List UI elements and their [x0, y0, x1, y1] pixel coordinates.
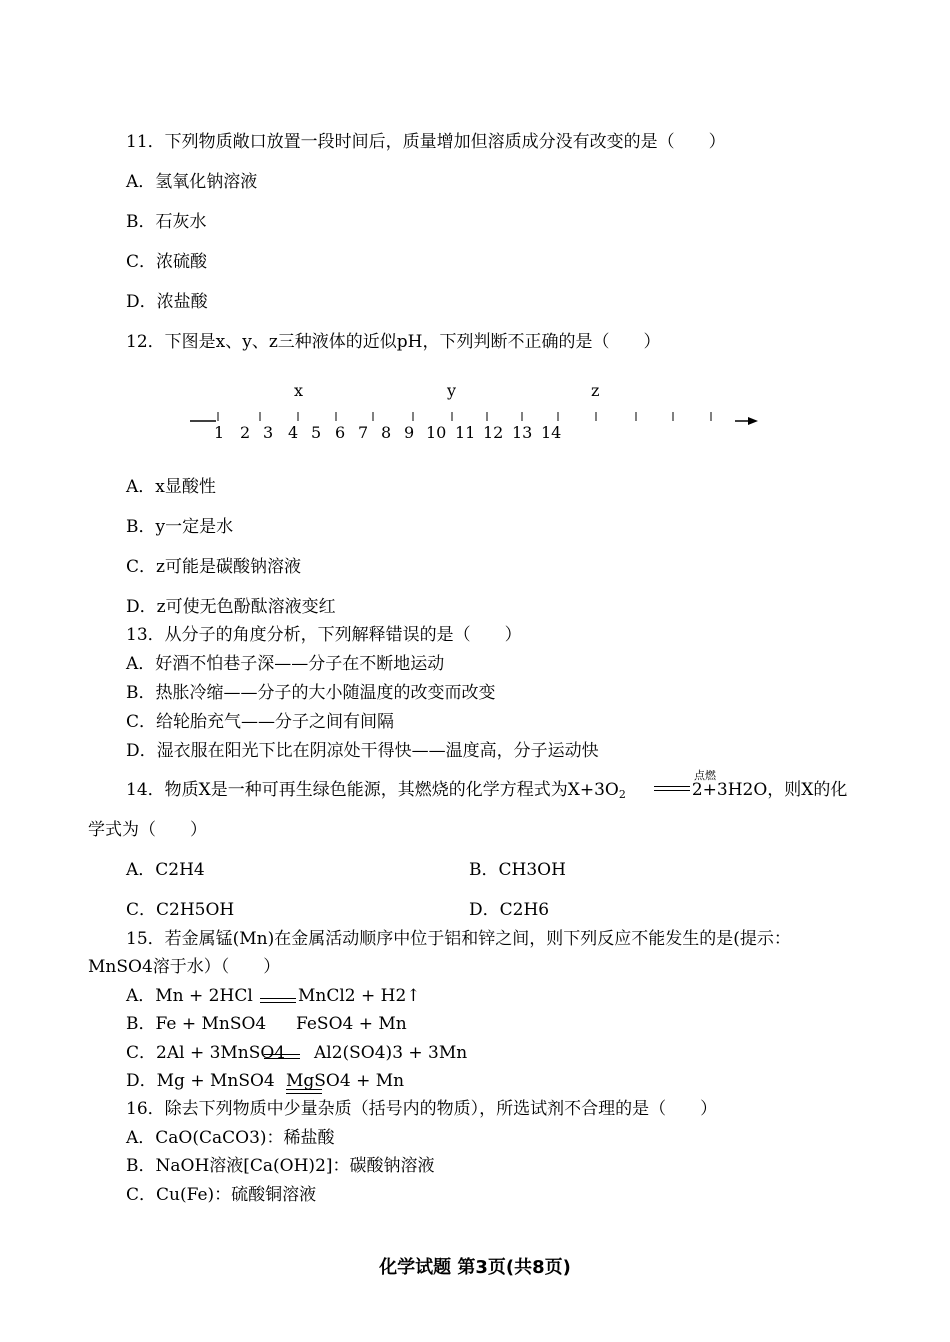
- q12-option-d: D．z可使无色酚酞溶液变红: [126, 597, 336, 617]
- q15-option-d-left: D．Mg + MnSO4: [126, 1071, 275, 1091]
- q12-stem: 12．下图是x、y、z三种液体的近似pH，下列判断不正确的是（ ）: [126, 332, 661, 352]
- q12-option-b: B．y一定是水: [126, 517, 234, 537]
- ph-tick-label: 14: [541, 423, 562, 442]
- q15-option-c-right: Al2(SO4)3 + 3Mn: [314, 1043, 468, 1063]
- q14-option-b: B．CH3OH: [469, 860, 566, 880]
- q11-option-a: A．氢氧化钠溶液: [126, 172, 258, 192]
- q13-option-c: C．给轮胎充气——分子之间有间隔: [126, 712, 395, 732]
- q15-option-b-right: FeSO4 + Mn: [296, 1014, 407, 1034]
- q12-option-a: A．x显酸性: [126, 477, 216, 497]
- q13-option-b: B．热胀冷缩——分子的大小随温度的改变而改变: [126, 683, 496, 703]
- ph-tick-label: 4: [288, 423, 299, 442]
- q15-option-a-equals: [260, 997, 296, 1005]
- q11-stem: 11．下列物质敞口放置一段时间后，质量增加但溶质成分没有改变的是（ ）: [126, 132, 726, 152]
- q15-option-a-left: A．Mn + 2HCl: [126, 986, 253, 1006]
- ph-tick-label: 2: [240, 423, 251, 442]
- ph-tick-label: 8: [381, 423, 392, 442]
- q16-option-a: A．CaO(CaCO3)：稀盐酸: [126, 1128, 335, 1148]
- q14-option-d: D．C2H6: [469, 900, 550, 920]
- q14-stem-after: 2+3H2O，则X的化: [691, 780, 848, 800]
- q11-option-b: B．石灰水: [126, 212, 207, 232]
- ph-tick-label: 12: [483, 423, 504, 442]
- q14-reaction-condition: 点燃: [694, 769, 716, 782]
- q12-option-c: C．z可能是碳酸钠溶液: [126, 557, 301, 577]
- q14-option-c: C．C2H5OH: [126, 900, 235, 920]
- q13-option-a: A．好酒不怕巷子深——分子在不断地运动: [126, 654, 445, 674]
- ph-tick-label: 9: [404, 423, 415, 442]
- ph-marker-z: z: [591, 381, 600, 400]
- ph-marker-y: y: [447, 381, 457, 400]
- ph-tick-label: 3: [263, 423, 274, 442]
- ph-tick-label: 10: [426, 423, 447, 442]
- q15-option-d-right: MgSO4 + Mn: [286, 1071, 405, 1091]
- q14-stem-before: 14．物质X是一种可再生绿色能源，其燃烧的化学方程式为X+3O: [126, 780, 619, 800]
- ph-tick-label: 11: [455, 423, 476, 442]
- q14-option-a: A．C2H4: [126, 860, 205, 880]
- q16-stem: 16．除去下列物质中少量杂质（括号内的物质），所选试剂不合理的是（ ）: [126, 1099, 718, 1119]
- q14-stem-line2: 学式为（ ）: [88, 820, 207, 840]
- q15-option-c-equals: [264, 1053, 300, 1061]
- q13-stem: 13．从分子的角度分析，下列解释错误的是（ ）: [126, 625, 522, 645]
- q14-stem-sub: 2: [618, 788, 626, 801]
- q11-option-c: C．浓硫酸: [126, 252, 208, 272]
- q15-stem: 15．若金属锰(Mn)在金属活动顺序中位于铝和锌之间，则下列反应不能发生的是(提示：: [126, 929, 791, 949]
- q16-option-b: B．NaOH溶液[Ca(OH)2]：碳酸钠溶液: [126, 1156, 435, 1176]
- q13-option-d: D．湿衣服在阳光下比在阴凉处干得快——温度高，分子运动快: [126, 741, 599, 761]
- q16-option-c: C．Cu(Fe)：硫酸铜溶液: [126, 1185, 317, 1205]
- ph-tick-label: 1: [214, 423, 225, 442]
- ph-tick-label: 7: [358, 423, 369, 442]
- q15-option-b-left: B．Fe + MnSO4: [126, 1014, 267, 1034]
- q15-option-d-underline: [286, 1088, 322, 1096]
- q15-option-c-left: C．2Al + 3MnSO4: [126, 1043, 286, 1063]
- ph-tick-label: 6: [335, 423, 346, 442]
- ph-marker-x: x: [294, 381, 304, 400]
- ph-tick-label: 5: [311, 423, 322, 442]
- ph-tick-label: 13: [512, 423, 533, 442]
- ph-axis-arrowhead: [748, 417, 758, 425]
- q15-stem-line2: MnSO4溶于水）（ ）: [88, 957, 281, 977]
- q14-equals-sign: [654, 785, 690, 793]
- q11-option-d: D．浓盐酸: [126, 292, 208, 312]
- page-footer: 化学试题 第3页(共8页): [379, 1257, 571, 1278]
- q15-option-a-right: MnCl2 + H2↑: [298, 986, 421, 1006]
- q14-stem: [126, 782, 847, 800]
